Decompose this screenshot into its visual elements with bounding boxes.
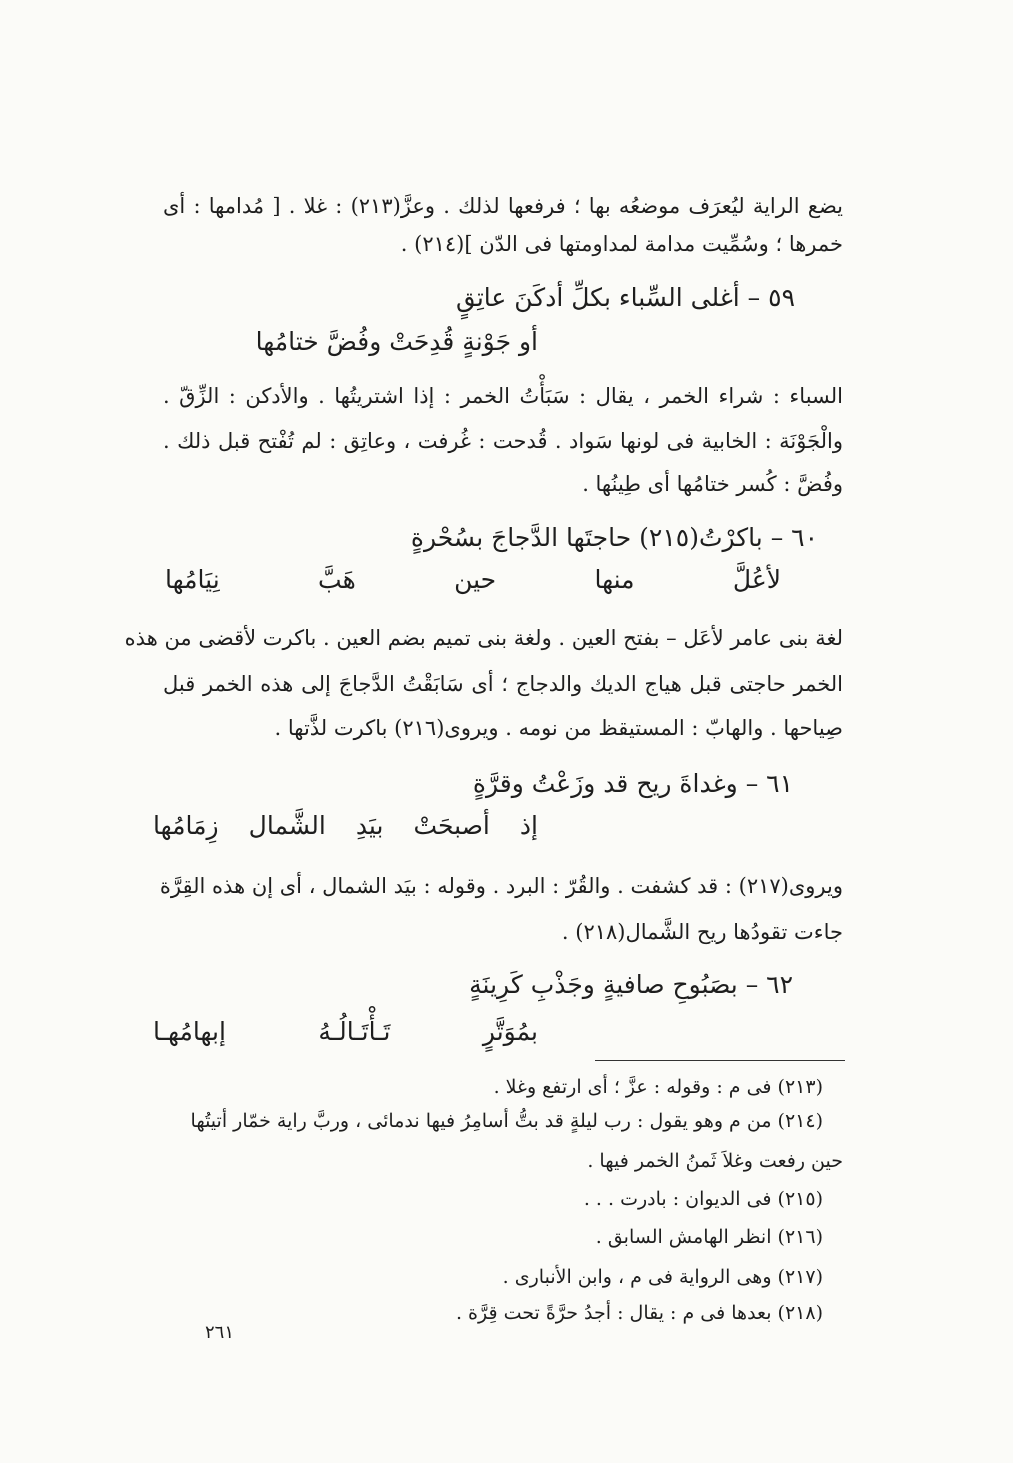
verse62-word: بمُوَتَّرٍ xyxy=(482,1017,538,1046)
para1-line2: خمرها ؛ وسُمِّيت مدامة لمداومتها فى الدّن ](٢١٤) . xyxy=(400,232,843,256)
verse60-word: نِيَامُها xyxy=(165,565,220,594)
footnote-218: (٢١٨) بعدها فى م : يقال : أجدُ حرَّةً تحت قِرَّة . xyxy=(455,1302,823,1324)
verse61-word: أصبحَتْ xyxy=(413,811,490,840)
footnote-217: (٢١٧) وهى الرواية فى م ، وابن الأنبارى . xyxy=(502,1266,823,1288)
verse62-second-hemistich xyxy=(153,1012,538,1052)
verse61-word: إذ xyxy=(519,811,538,840)
footnote-216: (٢١٦) انظر الهامش السابق . xyxy=(595,1226,823,1248)
page-number: ٢٦١ xyxy=(205,1322,235,1343)
verse62-first-hemistich: ٦٢ – بصَبُوحِ صافيةٍ وجَذْبِ كَرِينَةٍ xyxy=(469,970,793,999)
footnote-215: (٢١٥) فى الديوان : بادرت . . . xyxy=(583,1188,823,1210)
verse61-word: الشَّمال xyxy=(248,811,326,840)
footnote-214-continuation: حين رفعت وغلاَ ثَمنُ الخمر فيها . xyxy=(587,1150,843,1172)
para4-line2: جاءت تقودُها ريح الشَّمال(٢١٨) . xyxy=(561,920,843,944)
para2-line1: السباء : شراء الخمر ، يقال : سَبَأْتُ الخمر : إذا اشتريتُها . والأدكن : الزِّقّ . xyxy=(163,384,843,408)
para4-line1: ويروى(٢١٧) : قد كشفت . والقُرّ : البرد . وقوله : بيَد الشمال ، أى إن هذه القِرَّة xyxy=(159,874,843,898)
verse62-word: إبهامُهـا xyxy=(153,1017,226,1046)
para2-line3: وفُضَّ : كُسر ختامُها أى طِينُها . xyxy=(582,472,843,496)
verse61-word: زِمَامُها xyxy=(153,811,219,840)
verse62-word: تَـأْتَـالُـهُ xyxy=(318,1017,391,1046)
para1-line1: يضع الراية ليُعرَف موضعُه بها ؛ فرفعها لذلك . وعزَّ(٢١٣) : غلا . [ مُدامها : أى xyxy=(163,194,843,218)
verse59-second-hemistich: أو جَوْنةٍ قُدِحَتْ وفُضَّ ختامُها xyxy=(255,327,538,356)
verse59-first-hemistich: ٥٩ – أغلى السِّباء بكلِّ أدكَنَ عاتِقٍ xyxy=(455,283,795,312)
footnote-divider xyxy=(595,1060,845,1061)
verse60-word: حين xyxy=(454,565,497,594)
verse61-first-hemistich: ٦١ – وغداةَ ريح قد وزَعْتُ وقرَّةٍ xyxy=(472,769,793,798)
para2-line2: والْجَوْنَة : الخابية فى لونها سَواد . قُدحت : غُرفت ، وعاتِق : لم تُفْتح قبل ذلك . xyxy=(163,429,843,453)
para3-line3: صِياحها . والهابّ : المستيقظ من نومه . ويروى(٢١٦) باكرت لذَّتها . xyxy=(274,716,843,740)
verse61-second-hemistich xyxy=(153,806,538,846)
verse60-second-hemistich xyxy=(165,560,781,600)
para3-line2: الخمر حاجتى قبل هياج الديك والدجاج ؛ أى سَابَقْتُ الدَّجاجَ إلى هذه الخمر قبل xyxy=(163,672,843,696)
verse61-word: بيَدِ xyxy=(355,811,384,840)
verse60-word: منها xyxy=(594,565,635,594)
para3-line1: لغة بنى عامر لأعَل – بفتح العين . ولغة بنى تميم بضم العين . باكرت لأقضى من هذه xyxy=(124,626,843,650)
verse60-first-hemistich: ٦٠ – باكرْتُ(٢١٥) حاجتَها الدَّجاجَ بسُحْرةٍ xyxy=(410,523,818,552)
footnote-214: (٢١٤) من م وهو يقول : رب ليلةٍ قد بتُّ أسامِرُ فيها ندمائى ، وربَّ راية خمّار أتيتُها xyxy=(190,1110,823,1132)
footnote-213: (٢١٣) فى م : وقوله : عزَّ ؛ أى ارتفع وغلا . xyxy=(493,1076,823,1098)
verse60-word: هَبَّ xyxy=(318,565,356,594)
verse60-word: لأعُلَّ xyxy=(732,565,781,594)
